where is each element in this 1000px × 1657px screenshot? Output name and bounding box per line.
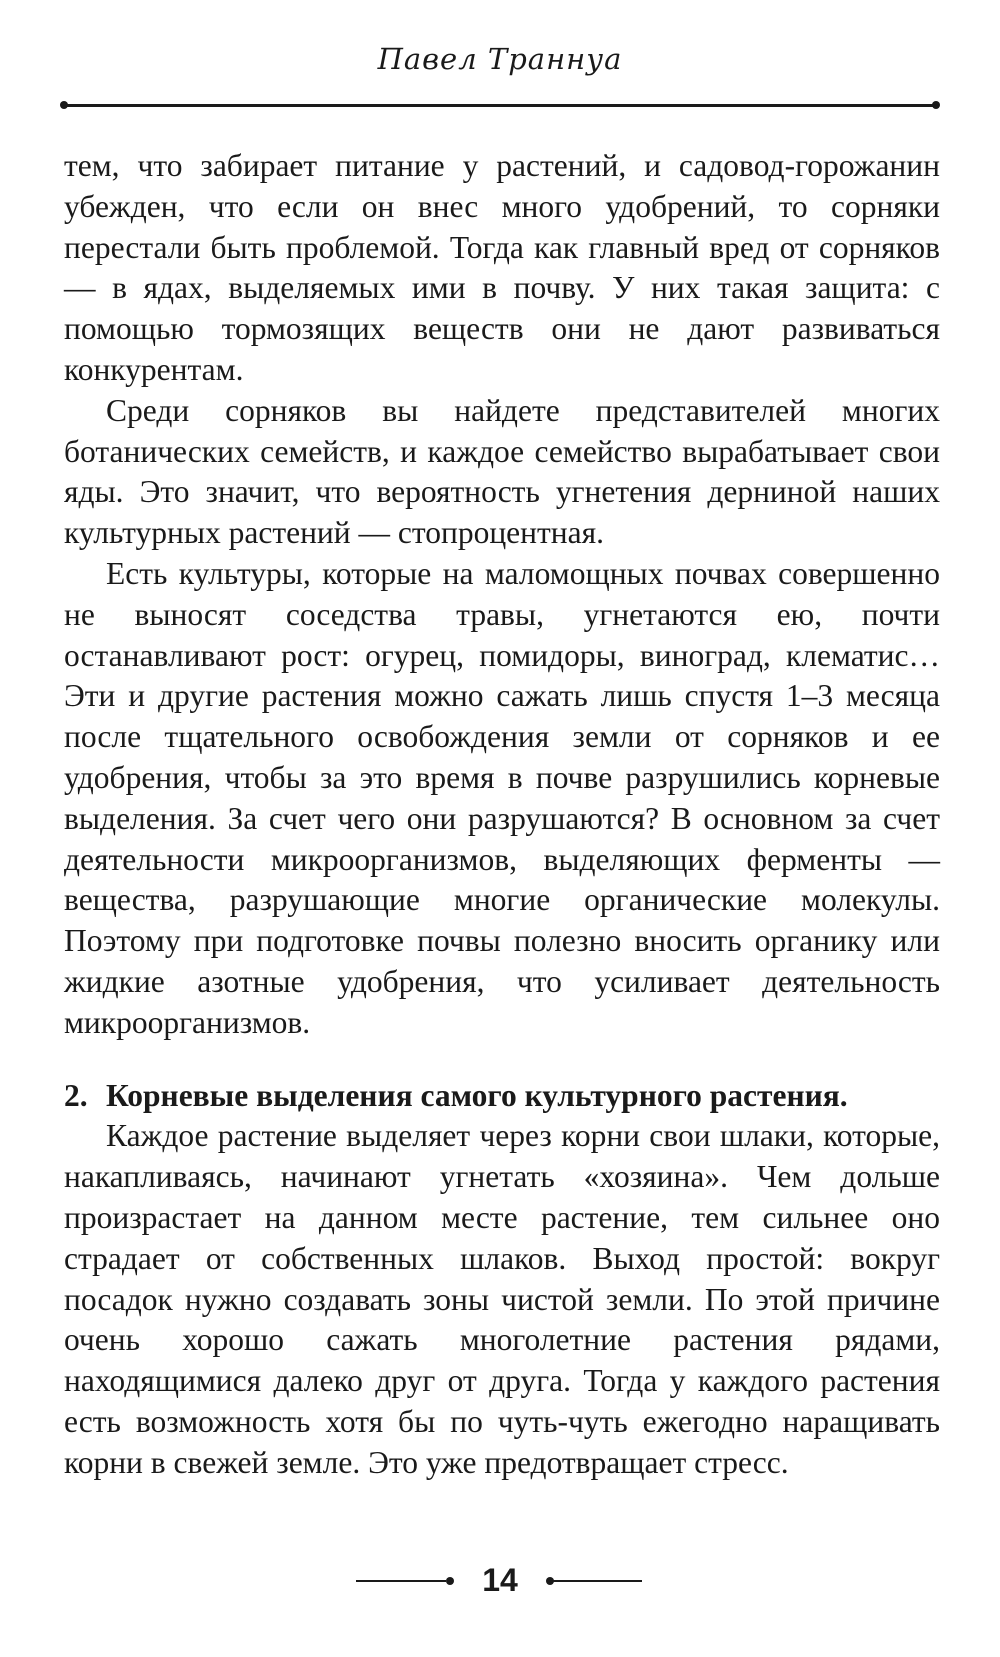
section-number: 2.	[64, 1077, 88, 1113]
header-rule	[64, 104, 936, 107]
section-title: Корневые выделения самого культурного растения.	[106, 1077, 848, 1113]
paragraph: Есть культуры, которые на маломощных почвах совершенно не выносят соседства травы, угнетаются ею, почти останавливают рост: огурец, помидоры, виноград, клематис… Эти и другие растения можно сажать лишь спустя 1–3 месяца после тщательного освобождения земли от сорняков и ее удобрения, чтобы за это время в почве разрушились корневые выделения. За счет чего они разрушаются? В основном за счет деятельности микроорганизмов, выделяющих ферменты — вещества, разрушающие многие органические молекулы. Поэтому при подготовке почвы полезно вносить органику или жидкие азотные удобрения, что усиливает деятельность микроорганизмов.	[64, 555, 940, 1040]
body-text	[64, 146, 940, 1484]
page-footer	[0, 1560, 1000, 1600]
section-heading	[64, 1076, 940, 1117]
running-head: Павел Траннуа	[377, 42, 623, 76]
paragraph: Каждое растение выделяет через корни свои шлаки, которые, накапливаясь, начинают угнетать «хозяина». Чем дольше произрастает на данном месте растение, тем сильнее оно страдает от собственных шлаков. Выход простой: вокруг посадок нужно создавать зоны чистой земли. По этой причине очень хорошо сажать многолетние растения рядами, находящимися далеко друг от друга. Тогда у каждого растения есть возможность хотя бы по чуть-чуть ежегодно наращивать корни в свежей земле. Это уже предотвращает стресс.	[64, 1118, 940, 1480]
paragraph-continued: тем, что забирает питание у растений, и садовод-горожанин убежден, что если он внес много удобрений, то сорняки перестали быть проблемой. Тогда как главный вред от сорняков — в ядах, выделяемых ими в почву. У них такая защита: с помощью тормозящих веществ они не дают развиваться конкурентам.	[64, 148, 940, 387]
page-number: 14	[482, 1562, 518, 1598]
paragraph: Среди сорняков вы найдете представителей многих ботанических семейств, и каждое семейство вырабатывает свои яды. Это значит, что вероятность угнетения дерниной наших культурных растений — стопроцентная.	[64, 392, 940, 551]
footer-dot-left	[446, 1577, 454, 1585]
footer-rule-left	[356, 1580, 446, 1582]
footer-rule-right	[552, 1580, 642, 1582]
